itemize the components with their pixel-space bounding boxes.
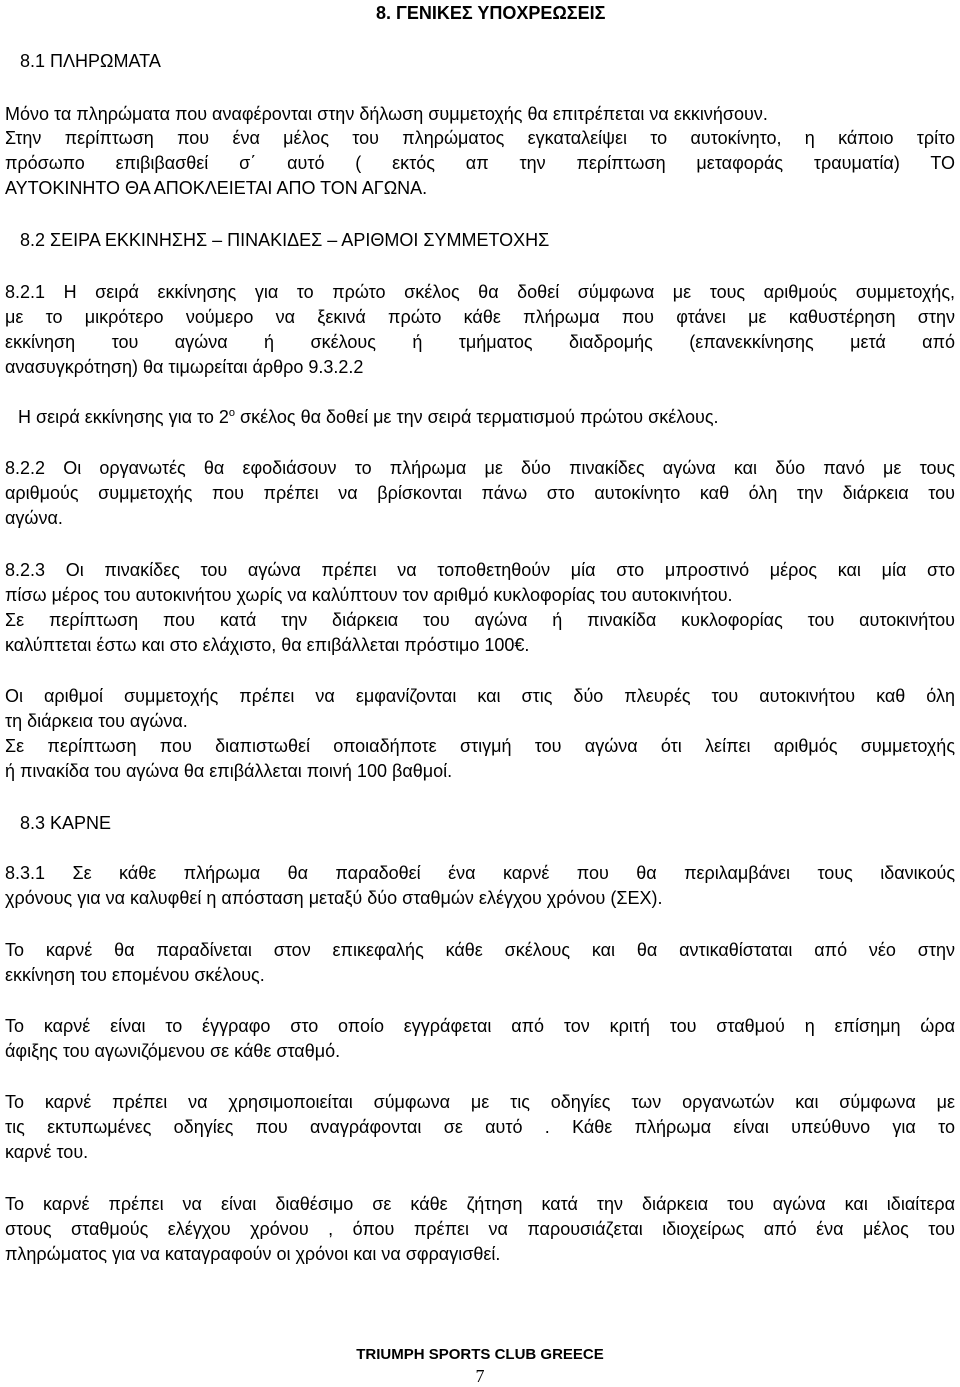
- paragraph-line: 8.2.1 Η σειρά εκκίνησης για το πρώτο σκέλος θα δοθεί σύμφωνα με τους αριθμούς συμμετοχής,: [5, 282, 955, 302]
- paragraph-line: αριθμούς συμμετοχής που πρέπει να βρίσκονται πάνω στο αυτοκίνητο καθ όλη την διάρκεια του: [5, 483, 955, 503]
- paragraph-line: χρόνους για να καλυφθεί η απόσταση μεταξύ δύο σταθμών ελέγχου χρόνου (ΣΕΧ).: [5, 888, 663, 908]
- section-title: 8. ΓΕΝΙΚΕΣ ΥΠΟΧΡΕΩΣΕΙΣ: [376, 3, 606, 23]
- paragraph-line: Σε περίπτωση που κατά την διάρκεια του αγώνα ή πινακίδα κυκλοφορίας του αυτοκινήτου: [5, 610, 955, 630]
- text-run: σκέλος θα δοθεί με την σειρά τερματισμού πρώτου σκέλους.: [235, 407, 719, 427]
- paragraph-line: Μόνο τα πληρώματα που αναφέρονται στην δήλωση συμμετοχής θα επιτρέπεται να εκκινήσουν.: [5, 104, 768, 124]
- paragraph-line: Στην περίπτωση που ένα μέλος του πληρώματος εγκαταλείψει το αυτοκίνητο, η κάποιο τρίτο: [5, 128, 955, 148]
- paragraph-line: με το μικρότερο νούμερο να ξεκινά πρώτο κάθε πλήρωμα που φτάνει με καθυστέρηση στην: [5, 307, 955, 327]
- paragraph-line: στους σταθμούς ελέγχου χρόνου , όπου πρέπει να παρουσιάζεται ιδιοχείρως από ένα μέλος του: [5, 1219, 955, 1239]
- paragraph-line: ΑΥΤΟΚΙΝΗΤΟ ΘΑ ΑΠΟΚΛΕΙΕΤΑΙ ΑΠΟ ΤΟΝ ΑΓΩΝΑ.: [5, 178, 428, 198]
- paragraph-line: τη διάρκεια του αγώνα.: [5, 711, 188, 731]
- text-run: Η σειρά εκκίνησης για το 2: [18, 407, 229, 427]
- page-number: 7: [475, 1366, 485, 1386]
- paragraph-line: 8.3.1 Σε κάθε πλήρωμα θα παραδοθεί ένα καρνέ που θα περιλαμβάνει τους ιδανικούς: [5, 863, 955, 883]
- ordinal-superscript: ο: [228, 407, 236, 419]
- paragraph-line: ανασυγκρότηση) θα τιμωρείται άρθρο 9.3.2.2: [5, 357, 364, 377]
- paragraph-line: Το καρνέ πρέπει να είναι διαθέσιμο σε κάθε ζήτηση κατά την διάρκεια του αγώνα και ιδιαίτερα: [5, 1194, 955, 1214]
- paragraph-line: εκκίνηση του επομένου σκέλους.: [5, 965, 265, 985]
- paragraph-line: Το καρνέ είναι το έγγραφο στο οποίο εγγράφεται από τον κριτή του σταθμού η επίσημη ώρα: [5, 1016, 955, 1036]
- paragraph-line: πρόσωπο επιβιβασθεί σ΄ αυτό ( εκτός απ την περίπτωση μεταφοράς τραυματία) ΤΟ: [5, 153, 955, 173]
- paragraph-line: Το καρνέ θα παραδίνεται στον επικεφαλής κάθε σκέλους και θα αντικαθίσταται από νέο στην: [5, 940, 955, 960]
- paragraph-line: εκκίνηση του αγώνα ή σκέλους ή τμήματος διαδρομής (επανεκκίνησης μετά από: [5, 332, 955, 352]
- paragraph-line: [18, 406, 719, 428]
- paragraph-line: άφιξης του αγωνιζόμενου σε κάθε σταθμό.: [5, 1041, 341, 1061]
- paragraph-line: αγώνα.: [5, 508, 63, 528]
- paragraph-line: 8.2.3 Οι πινακίδες του αγώνα πρέπει να τοποθετηθούν μία στο μπροστινό μέρος και μία στο: [5, 560, 955, 580]
- paragraph-line: Οι αριθμοί συμμετοχής πρέπει να εμφανίζονται και στις δύο πλευρές του αυτοκινήτου καθ όλη: [5, 686, 955, 706]
- paragraph-line: πίσω μέρος του αυτοκινήτου χωρίς να καλύπτουν τον αριθμό κυκλοφορίας του αυτοκινήτου.: [5, 585, 733, 605]
- paragraph-line: τις εκτυπωμένες οδηγίες που αναγράφονται σε αυτό . Κάθε πλήρωμα είναι υπεύθυνο για το: [5, 1117, 955, 1137]
- paragraph-line: 8.2.2 Οι οργανωτές θα εφοδιάσουν το πλήρωμα με δύο πινακίδες αγώνα και δύο πανό με τους: [5, 458, 955, 478]
- paragraph-line: Το καρνέ πρέπει να χρησιμοποιείται σύμφωνα με τις οδηγίες των οργανωτών και σύμφωνα με: [5, 1092, 955, 1112]
- paragraph-line: πληρώματος για να καταγραφούν οι χρόνοι και να σφραγισθεί.: [5, 1244, 501, 1264]
- paragraph-line: Σε περίπτωση που διαπιστωθεί οποιαδήποτε στιγμή του αγώνα ότι λείπει αριθμός συμμετοχής: [5, 736, 955, 756]
- heading-8-3: 8.3 ΚΑΡΝΕ: [20, 813, 112, 833]
- paragraph-line: ή πινακίδα του αγώνα θα επιβάλλεται ποινή 100 βαθμοί.: [5, 761, 453, 781]
- paragraph-line: καρνέ του.: [5, 1142, 89, 1162]
- paragraph-line: καλύπτεται έστω και στο ελάχιστο, θα επιβάλλεται πρόστιμο 100€.: [5, 635, 530, 655]
- heading-8-2: 8.2 ΣΕΙΡΑ ΕΚΚΙΝΗΣΗΣ – ΠΙΝΑΚΙΔΕΣ – ΑΡΙΘΜΟΙ ΣΥΜΜΕΤΟΧΗΣ: [20, 230, 550, 250]
- heading-8-1: 8.1 ΠΛΗΡΩΜΑΤΑ: [20, 51, 161, 71]
- footer-organization: TRIUMPH SPORTS CLUB GREECE: [356, 1346, 604, 1363]
